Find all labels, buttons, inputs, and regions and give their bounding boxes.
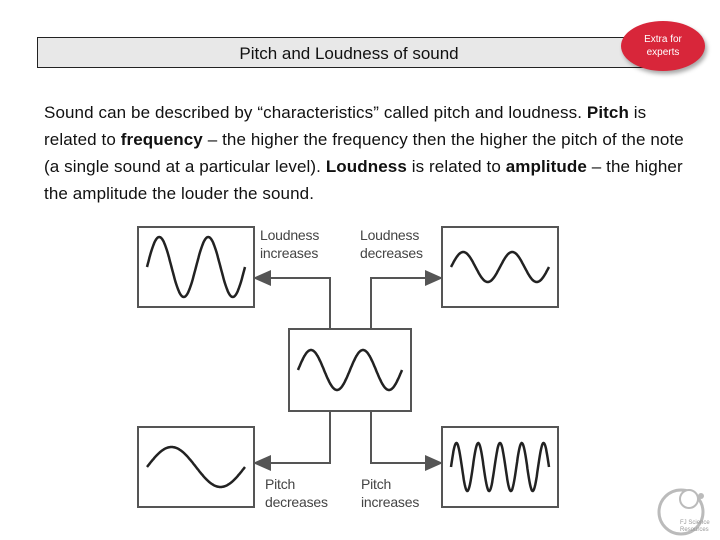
logo-text bbox=[680, 520, 710, 534]
wave-quiet-curve bbox=[451, 252, 549, 282]
arrow-pitch-decreases bbox=[255, 412, 330, 463]
wave-low-pitch-curve bbox=[147, 447, 245, 487]
term-loudness: Loudness bbox=[325, 157, 407, 176]
label-line: Pitch bbox=[361, 476, 392, 492]
arrow-loudness-increases bbox=[255, 278, 330, 328]
wave-original bbox=[288, 328, 412, 412]
text-segment: – the higher the amplitude the louder the sound. bbox=[44, 157, 683, 203]
label-line: increases bbox=[361, 494, 420, 510]
term-pitch: Pitch bbox=[586, 103, 629, 122]
label-line: decreases bbox=[265, 494, 328, 510]
label-pitch-increases bbox=[361, 475, 419, 511]
arrow-loudness-decreases bbox=[371, 278, 441, 328]
text-segment: is related to bbox=[44, 103, 647, 149]
wave-high-pitch-curve bbox=[451, 443, 549, 491]
badge-line-1: Extra for bbox=[644, 34, 682, 45]
label-line: increases bbox=[260, 245, 319, 261]
arrow-pitch-increases bbox=[371, 412, 441, 463]
term-amplitude: amplitude bbox=[505, 157, 587, 176]
wave-loud bbox=[137, 226, 255, 308]
term-frequency: frequency bbox=[120, 130, 203, 149]
label-loudness-decreases bbox=[360, 226, 423, 262]
text-segment: – the higher the frequency then the higher the pitch of the note (a single sound at a particular level). bbox=[44, 130, 684, 176]
text-segment: Sound can be described by “characteristics” called pitch and loudness. bbox=[44, 103, 587, 122]
text-segment: is related to bbox=[406, 157, 506, 176]
wave-original-curve bbox=[298, 350, 402, 390]
wave-loud-curve bbox=[147, 237, 245, 297]
page-title: Pitch and Loudness of sound bbox=[239, 43, 459, 63]
label-line: Loudness bbox=[360, 227, 420, 243]
wave-low-pitch bbox=[137, 426, 255, 508]
logo-text-line: FJ Science bbox=[680, 520, 710, 526]
label-loudness-increases bbox=[260, 226, 319, 262]
label-line: decreases bbox=[360, 245, 423, 261]
label-pitch-decreases bbox=[265, 475, 328, 511]
label-line: Loudness bbox=[260, 227, 320, 243]
logo-text-line: Resources bbox=[680, 527, 709, 533]
badge-line-2: experts bbox=[646, 47, 680, 58]
wave-high-pitch bbox=[441, 426, 559, 508]
wave-quiet bbox=[441, 226, 559, 308]
label-line: Pitch bbox=[265, 476, 296, 492]
